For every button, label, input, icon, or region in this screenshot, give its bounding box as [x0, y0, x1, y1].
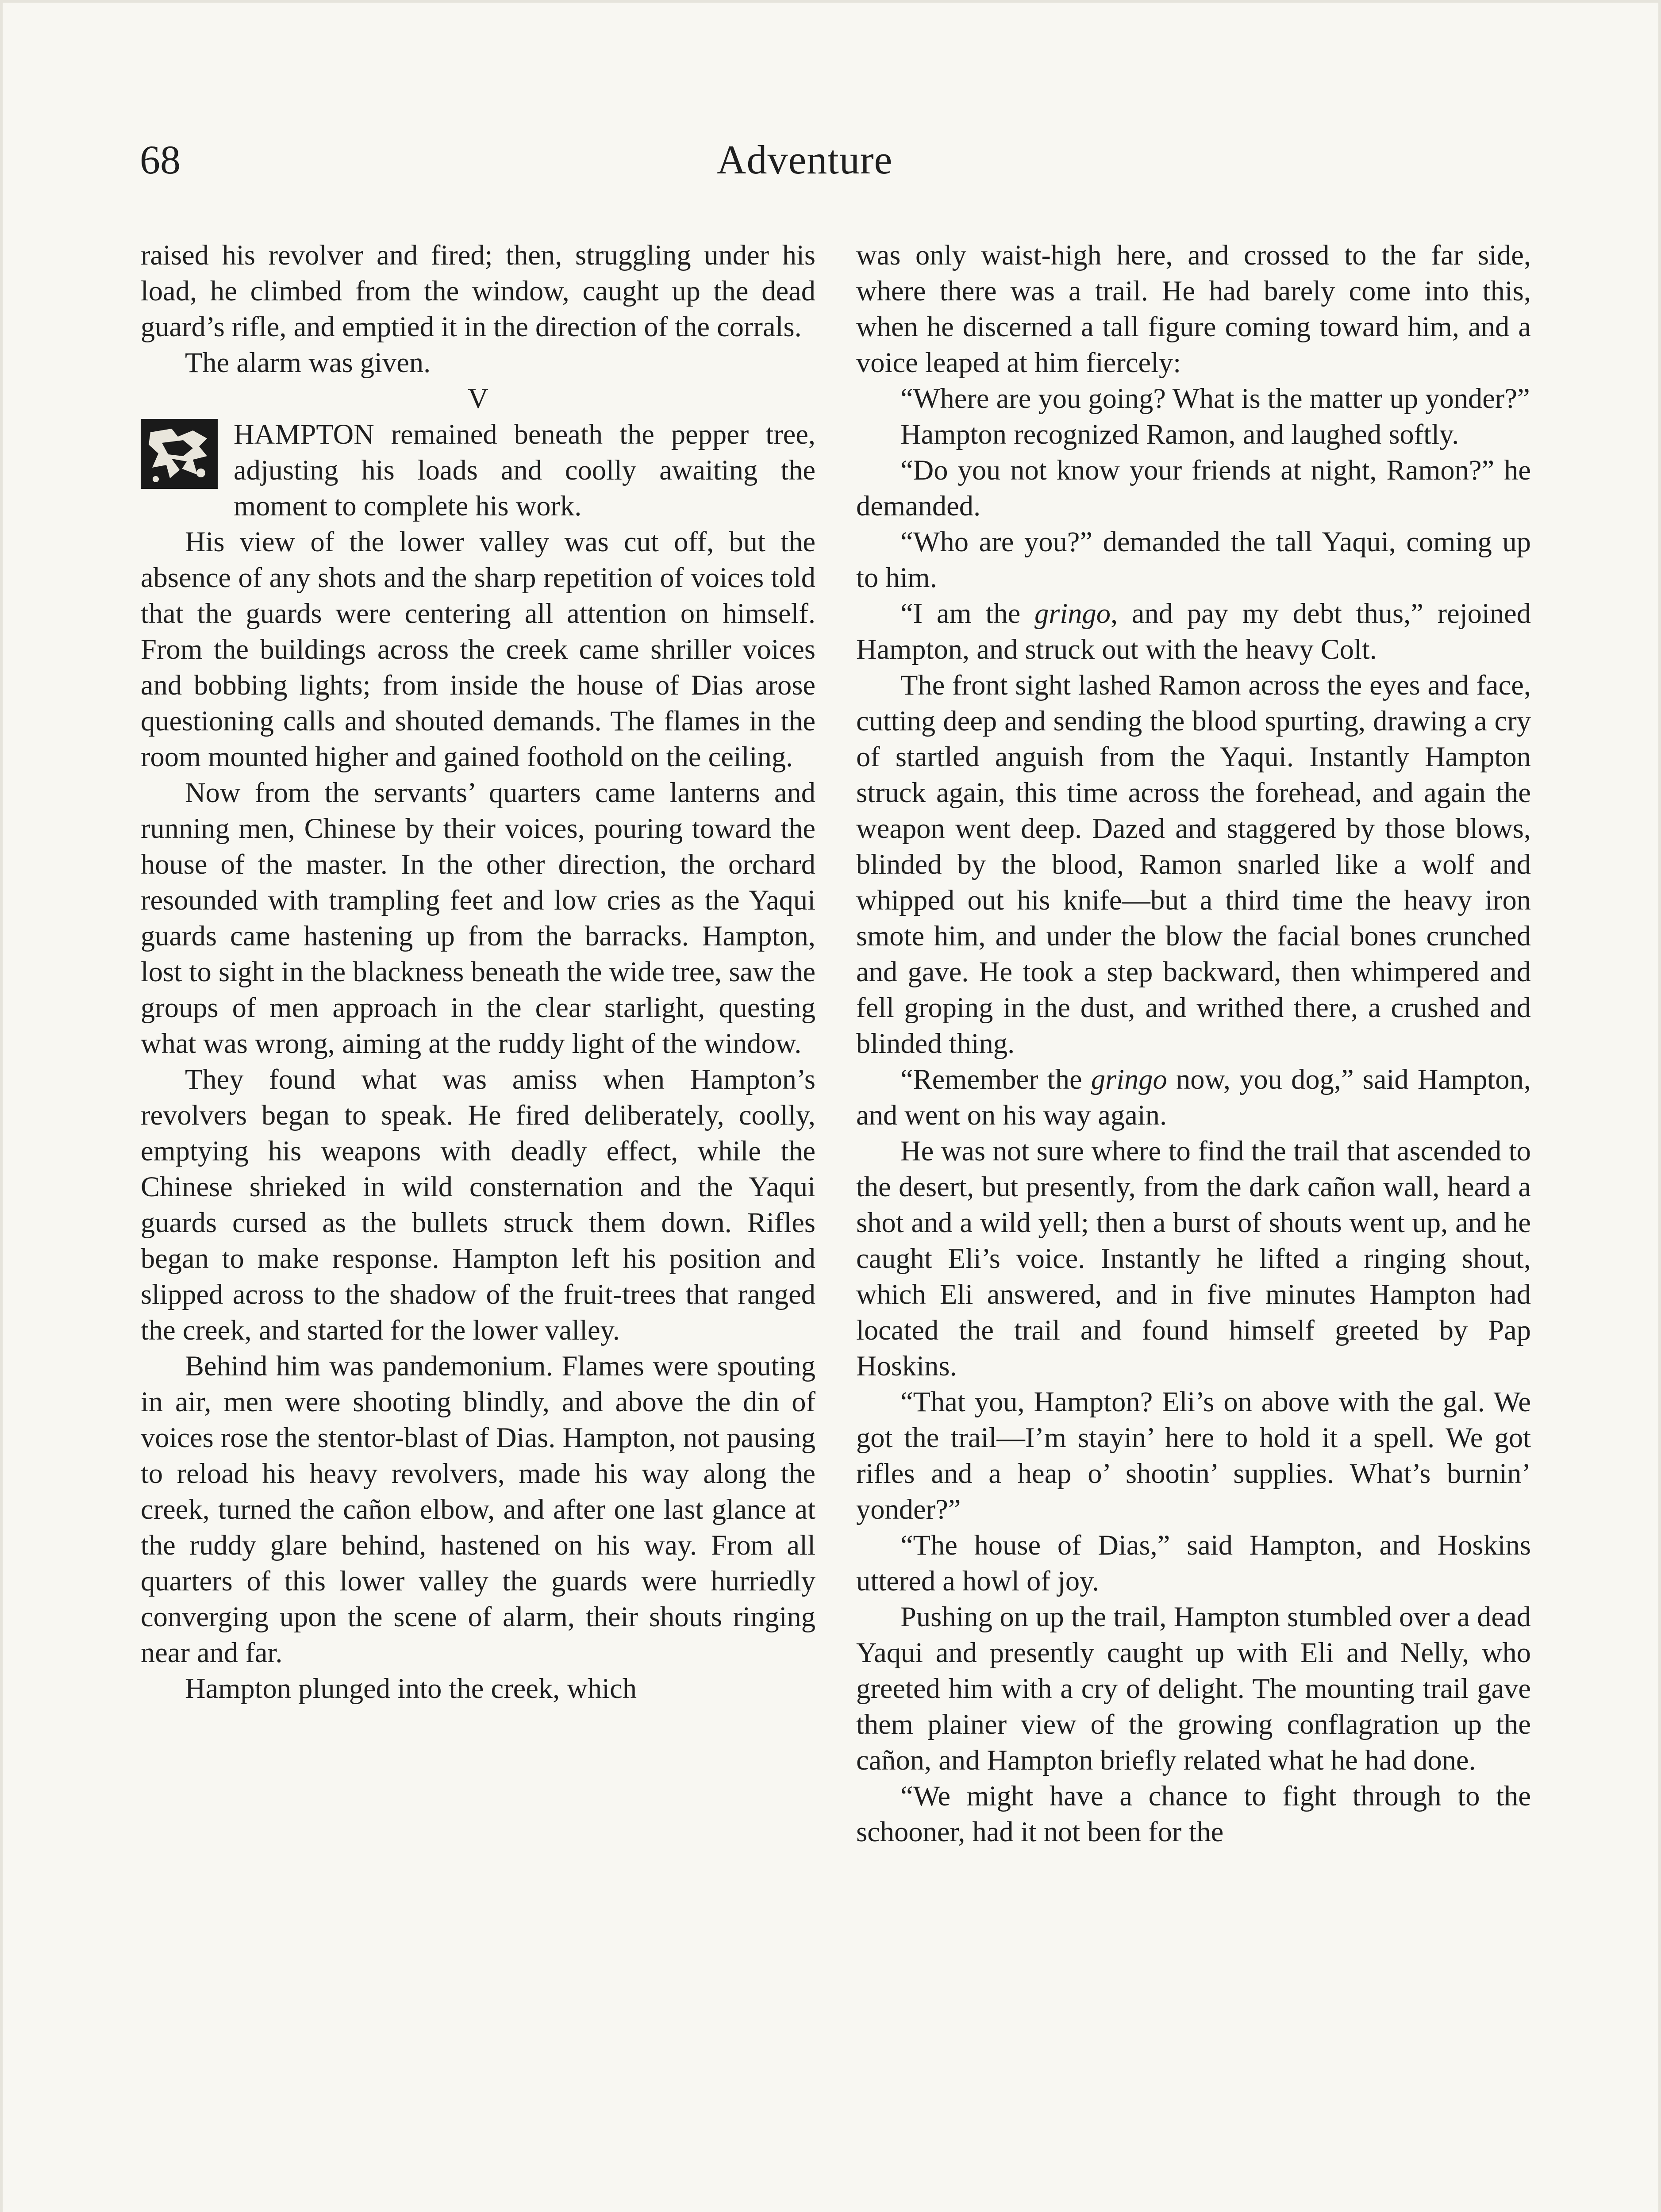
paragraph: Hampton plunged into the creek, which	[185, 1673, 637, 1704]
paragraph: raised his revolver and fired; then, struggling under his load, he climbed from the window, caught up the dead guard’s rifle, and emptied it in the direction of the corrals.	[141, 239, 815, 342]
italic-word: gringo	[1091, 1064, 1167, 1095]
paragraph: The alarm was given.	[185, 347, 431, 378]
right-column	[856, 237, 1531, 1850]
text-run: , and pay my debt thus,” rejoined Hampton, and struck out with the heavy Colt.	[856, 598, 1531, 665]
paragraph: The front sight lashed Ramon across the eyes and face, cutting deep and sending the blood spurting, drawing a cry of startled anguish from the Yaqui. Instantly Hampton struck again, this time across the forehead, and again the weapon went deep. Dazed and staggered by those blows, blinded by the blood, Ramon snarled like a wolf and whipped out his knife—but a third time the heavy iron smote him, and under the blow the facial bones crunched and gave. He took a step backward, then whimpered and fell groping in the dust, and writhed there, a crushed and blinded thing.	[856, 669, 1531, 1059]
paragraph: Now from the servants’ quarters came lanterns and running men, Chinese by their voices, pouring toward the house of the master. In the other direction, the orchard resounded with trampling feet and low cries as the Yaqui guards came hastening up from the barracks. Hampton, lost to sight in the blackness beneath the wide tree, saw the groups of men approach in the clear starlight, questing what was wrong, aiming at the ruddy light of the window.	[141, 777, 815, 1059]
paragraph: They found what was amiss when Hampton’s revolvers began to speak. He fired deliberately, coolly, emptying his weapons with deadly effect, while the Chinese shrieked in wild consternation and the Yaqui guards cursed as the bullets struck them down. Rifles began to make response. Hampton left his position and slipped across to the shadow of the fruit-trees that ranged the creek, and started for the lower valley.	[141, 1064, 815, 1346]
paragraph	[856, 1061, 1531, 1133]
paragraph: Hampton recognized Ramon, and laughed softly.	[900, 419, 1459, 450]
running-title: Adventure	[717, 137, 893, 182]
text-run: “Remember the	[900, 1064, 1091, 1095]
paragraph: “That you, Hampton? Eli’s on above with the gal. We got the trail—I’m stayin’ here to hold it a spell. We got rifles and a heap o’ shootin’ supplies. What’s burnin’ yonder?”	[856, 1386, 1531, 1525]
page-number: 68	[140, 137, 181, 182]
paragraph: Behind him was pandemonium. Flames were spouting in air, men were shooting blindly, and above the din of voices rose the stentor-blast of Dias. Hampton, not pausing to reload his heavy revolvers, made his way along the creek, turned the cañon elbow, and after one last glance at the ruddy glare behind, hastened on his way. From all quarters of this lower valley the guards were hurriedly converging upon the scene of alarm, their shouts ringing near and far.	[141, 1350, 815, 1668]
italic-word: gringo	[1034, 598, 1111, 629]
text-run: now, you dog,” said Hampton, and went on his way again.	[856, 1064, 1531, 1131]
paragraph: “Where are you going? What is the matter up yonder?”	[900, 383, 1530, 414]
drop-initial-ornament	[141, 419, 218, 489]
text-run: “I am the	[900, 598, 1034, 629]
paragraph: His view of the lower valley was cut off, but the absence of any shots and the sharp repetition of voices told that the guards were centering all attention on himself. From the buildings across the creek came shriller voices and bobbing lights; from inside the house of Dias arose questioning calls and shouted demands. The flames in the room mounted higher and gained foothold on the ceiling.	[141, 526, 815, 772]
paragraph: “We might have a chance to fight through to the schooner, had it not been for the	[856, 1780, 1531, 1847]
paragraph-drop-cap: HAMPTON remained beneath the pepper tree, adjusting his loads and coolly awaiting the moment to complete his work.	[234, 419, 815, 522]
section-heading: V	[468, 383, 488, 414]
left-column	[141, 237, 815, 1706]
paragraph: was only waist-high here, and crossed to the far side, where there was a trail. He had barely come into this, when he discerned a tall figure coming toward him, and a voice leaped at him fiercely:	[856, 239, 1531, 378]
paragraph: He was not sure where to find the trail that ascended to the desert, but presently, from the dark cañon wall, heard a shot and a wild yell; then a burst of shouts went up, and he caught Eli’s voice. Instantly he lifted a ringing shout, which Eli answered, and in five minutes Hampton had located the trail and found himself greeted by Pap Hoskins.	[856, 1135, 1531, 1382]
paragraph: “Do you not know your friends at night, Ramon?” he demanded.	[856, 454, 1531, 522]
paragraph: Pushing on up the trail, Hampton stumbled over a dead Yaqui and presently caught up with Eli and Nelly, who greeted him with a cry of delight. The mounting trail gave them plainer view of the growing conflagration up the cañon, and Hampton briefly related what he had done.	[856, 1601, 1531, 1776]
paragraph: “Who are you?” demanded the tall Yaqui, coming up to him.	[856, 526, 1531, 593]
paragraph: “The house of Dias,” said Hampton, and Hoskins uttered a howl of joy.	[856, 1529, 1531, 1597]
paragraph	[856, 595, 1531, 667]
